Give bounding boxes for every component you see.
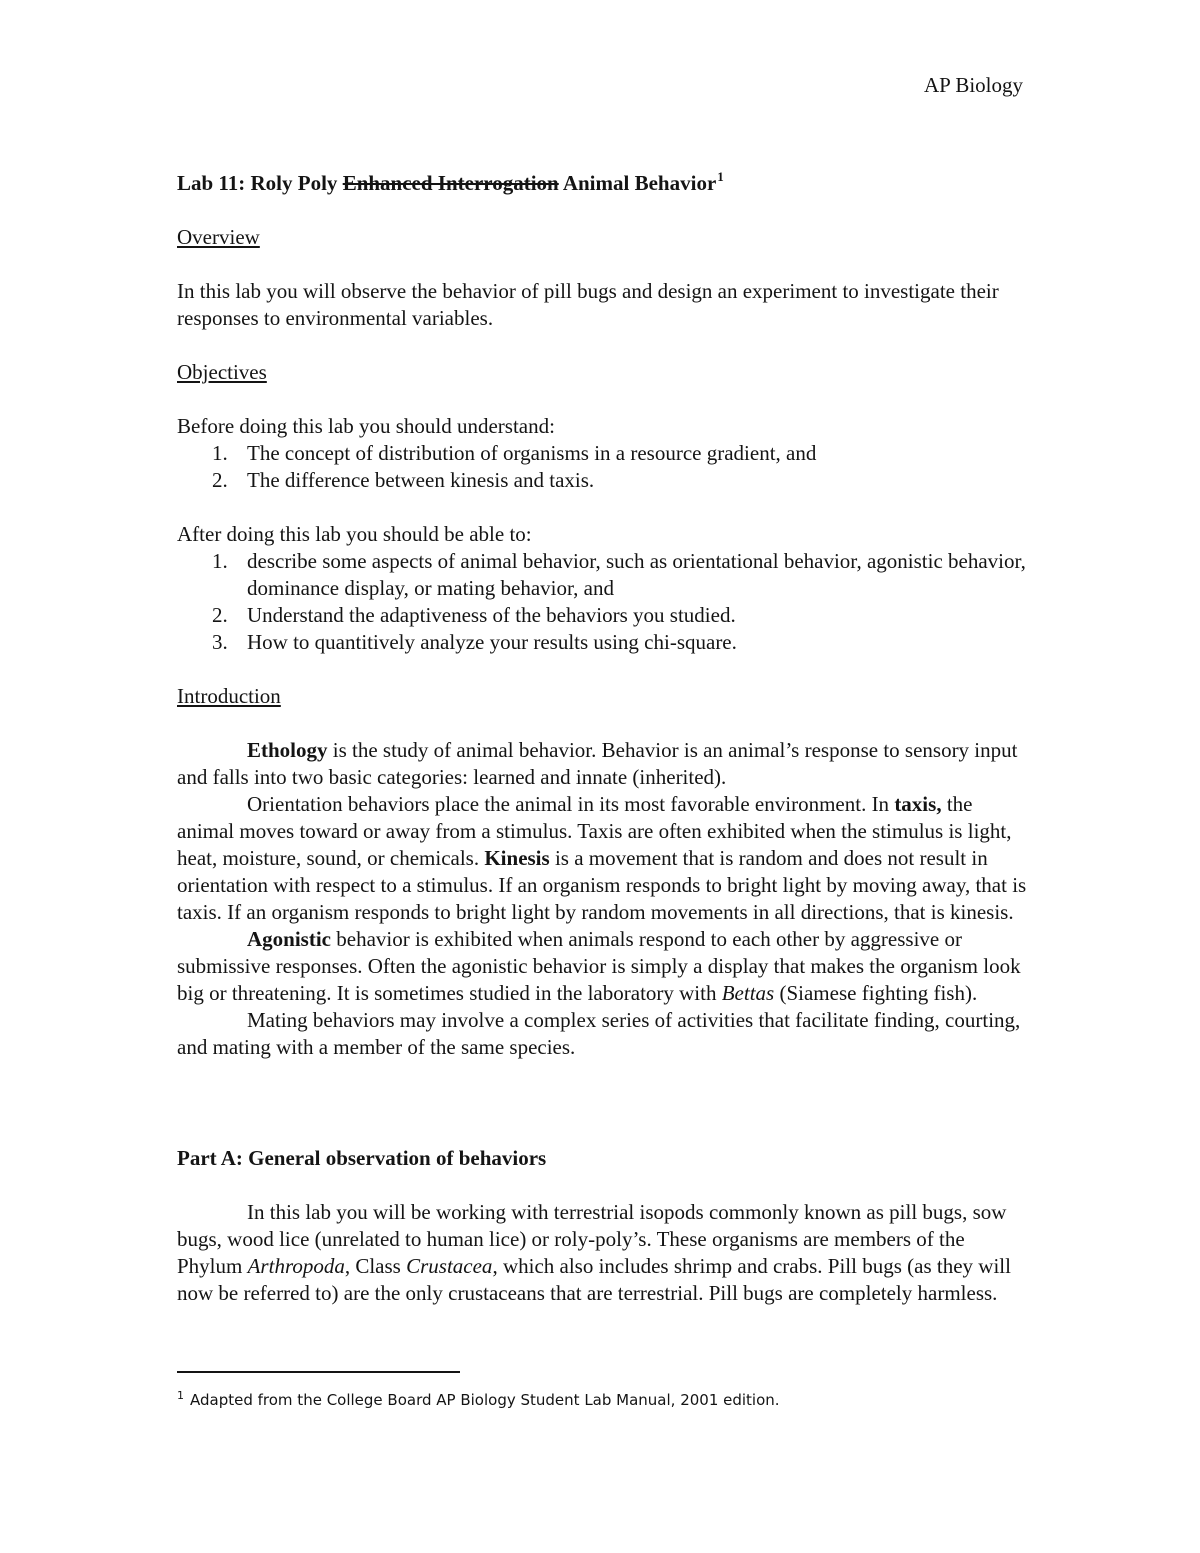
introduction-body: [177, 737, 1027, 1061]
intro-p2-b: the animal moves toward or away from a stimulus. Taxis are often exhibited when the stimulus is light, heat, moisture, sound, or chemicals.: [177, 792, 1012, 870]
list-item: [177, 440, 1027, 467]
title-suffix: Animal Behavior: [558, 171, 717, 195]
intro-paragraph-ethology: [177, 737, 1027, 791]
part-a-heading: Part A: General observation of behaviors: [177, 1146, 547, 1170]
intro-p1-text: is the study of animal behavior. Behavior is an animal’s response to sensory input and falls into two basic categories: learned and innate (inherited).: [177, 738, 1018, 789]
term-ethology: Ethology: [247, 738, 328, 762]
objectives-after-list: [177, 548, 1027, 656]
list-item-number: 2.: [212, 468, 228, 492]
term-taxis: taxis,: [894, 792, 942, 816]
part-a-text-c: , which also includes shrimp and crabs. Pill bugs (as they will now be referred to) are the only crustaceans that are terrestrial. Pill bugs are completely harmless.: [177, 1254, 1011, 1305]
footnote: [177, 1390, 780, 1412]
title-struck-text: Enhanced Interrogation: [342, 171, 559, 195]
footnote-text: Adapted from the College Board AP Biology Student Lab Manual, 2001 edition.: [190, 1391, 780, 1409]
course-header: AP Biology: [924, 73, 1023, 97]
phylum-name: Arthropoda: [247, 1254, 345, 1278]
overview-heading: Overview: [177, 225, 260, 249]
intro-p2-c: is a movement that is random and does not result in orientation with respect to a stimulus. If an organism responds to bright light by moving away, that is taxis. If an organism responds to bright light by random movements in all directions, that is kinesis.: [177, 846, 1027, 924]
objectives-after-intro: After doing this lab you should be able to:: [177, 522, 532, 546]
list-item: [177, 629, 1027, 656]
objectives-before-intro: Before doing this lab you should understand:: [177, 414, 555, 438]
list-item-text: The concept of distribution of organisms in a resource gradient, and: [247, 441, 817, 465]
objectives-heading: Objectives: [177, 360, 267, 384]
intro-paragraph-agonistic: [177, 926, 1027, 1007]
introduction-heading: Introduction: [177, 684, 281, 708]
list-item-text: describe some aspects of animal behavior, such as orientational behavior, agonistic behavior, dominance display, or mating behavior, and: [247, 549, 1026, 600]
list-item: [177, 467, 1027, 494]
title-footnote-mark: 1: [717, 169, 724, 184]
list-item: [177, 602, 1027, 629]
intro-p3-a: behavior is exhibited when animals respond to each other by aggressive or submissive responses. Often the agonistic behavior is simply a display that makes the organism look big or threatening. It is sometimes studied in the laboratory with: [177, 927, 1021, 1005]
part-a-text-a: In this lab you will be working with terrestrial isopods commonly known as pill bugs, sow bugs, wood lice (unrelated to human lice) or roly-poly’s. These organisms are members of the Phylum: [177, 1200, 1007, 1278]
class-name: Crustacea: [406, 1254, 493, 1278]
lab-title: [177, 170, 724, 199]
list-item-number: 3.: [212, 630, 228, 654]
term-bettas: Bettas: [721, 981, 775, 1005]
intro-p3-b: (Siamese fighting fish).: [774, 981, 978, 1005]
footnote-divider: [177, 1371, 460, 1373]
intro-paragraph-mating: Mating behaviors may involve a complex series of activities that facilitate finding, courting, and mating with a member of the same species.: [177, 1008, 1021, 1059]
title-prefix: Lab 11: Roly Poly: [177, 171, 343, 195]
term-agonistic: Agonistic: [247, 927, 331, 951]
list-item: [177, 548, 1027, 602]
objectives-before-list: [177, 440, 1027, 494]
list-item-text: How to quantitively analyze your results using chi-square.: [247, 630, 737, 654]
intro-p2-a: Orientation behaviors place the animal in its most favorable environment. In: [247, 792, 895, 816]
part-a-paragraph: [177, 1199, 1027, 1307]
footnote-mark: 1: [177, 1389, 184, 1402]
list-item-number: 2.: [212, 603, 228, 627]
list-item-number: 1.: [212, 549, 228, 573]
part-a-text-b: , Class: [344, 1254, 407, 1278]
term-kinesis: Kinesis: [484, 846, 550, 870]
list-item-number: 1.: [212, 441, 228, 465]
list-item-text: The difference between kinesis and taxis.: [247, 468, 595, 492]
intro-paragraph-orientation: [177, 791, 1027, 926]
overview-text: In this lab you will observe the behavior of pill bugs and design an experiment to investigate their responses to environmental variables.: [177, 279, 999, 330]
list-item-text: Understand the adaptiveness of the behaviors you studied.: [247, 603, 736, 627]
